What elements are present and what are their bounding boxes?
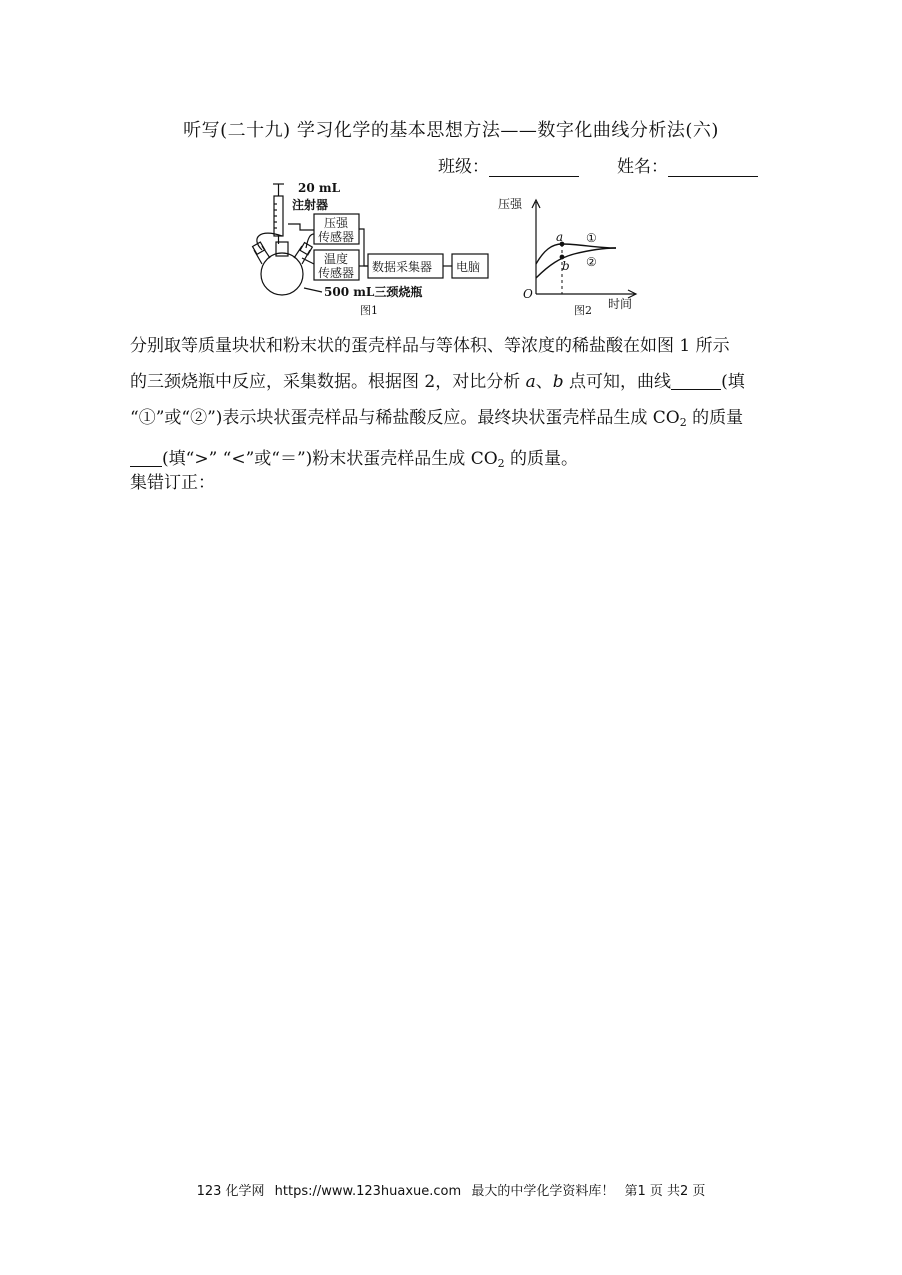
origin-label: O (523, 287, 533, 301)
q3-text-b: 的质量 (686, 408, 744, 428)
page-footer (0, 1180, 902, 1199)
figures (240, 178, 660, 326)
curve-2 (536, 248, 616, 278)
class-label: 班级： (438, 157, 489, 177)
curve-1-label: ① (586, 231, 597, 245)
question-paragraph (130, 328, 772, 482)
q4-text-a: (填“>” “<”或“＝”)粉末状蛋壳样品生成 CO (162, 449, 498, 469)
syringe-label-1: 20 mL (298, 181, 341, 195)
q2-sep: 、 (535, 372, 553, 392)
pressure-sensor-label-2: 传感器 (318, 230, 355, 244)
var-a: a (525, 372, 536, 392)
figure-svg (240, 178, 660, 326)
q2-text-c: (填 (721, 372, 745, 392)
q3-sub: 2 (679, 416, 687, 429)
footer-url[interactable]: https://www.123huaxue.com (274, 1184, 462, 1199)
figure1-labels (292, 181, 480, 317)
q4-sub: 2 (497, 457, 505, 470)
figure1 (253, 184, 488, 295)
y-axis-label: 压强 (498, 197, 523, 211)
x-axis-label: 时间 (608, 297, 633, 311)
figure1-caption: 图1 (360, 304, 378, 317)
answer-blank-curve[interactable] (671, 369, 721, 390)
student-info-row (438, 152, 758, 177)
point-b-label: b (562, 259, 570, 273)
footer-slogan: 最大的中学化学资料库！ (471, 1184, 615, 1199)
footer-site: 123 化学网 (196, 1184, 265, 1199)
answer-blank-compare[interactable] (130, 446, 162, 467)
flask-label-leader (304, 288, 322, 292)
curve-2-label: ② (586, 255, 597, 269)
figure2-caption: 图2 (574, 304, 592, 317)
temp-sensor-label-1: 温度 (324, 252, 349, 266)
figure2 (532, 200, 636, 298)
collector-label: 数据采集器 (372, 260, 433, 274)
q2-text-a: 的三颈烧瓶中反应，采集数据。根据图 2，对比分析 (130, 372, 526, 392)
var-b: b (552, 372, 564, 392)
question-line-2 (130, 364, 772, 400)
question-line-3 (130, 400, 772, 441)
q2-text-b: 点可知，曲线 (563, 372, 672, 392)
q4-text-b: 的质量。 (504, 449, 579, 469)
syringe-wire (288, 224, 314, 230)
question-line-1: 分别取等质量块状和粉末状的蛋壳样品与等体积、等浓度的稀盐酸在如图 1 所示 (130, 336, 730, 356)
flask-label: 500 mL三颈烧瓶 (324, 285, 423, 299)
syringe-label-2: 注射器 (292, 198, 329, 212)
pressure-sensor-label-1: 压强 (324, 216, 349, 230)
computer-label: 电脑 (456, 260, 481, 274)
q3-text-a: “①”或“②”)表示块状蛋壳样品与稀盐酸反应。最终块状蛋壳样品生成 CO (130, 408, 680, 428)
footer-page: 第1 页 共2 页 (624, 1184, 706, 1199)
question-line-4 (130, 441, 772, 482)
page-title: 听写(二十九) 学习化学的基本思想方法——数字化曲线分析法(六) (183, 120, 719, 141)
name-label: 姓名： (617, 157, 668, 177)
temp-sensor-label-2: 传感器 (318, 266, 355, 280)
point-a-label: a (556, 230, 564, 244)
correction-label: 集错订正： (130, 473, 215, 493)
pressure-collector-wire (359, 229, 368, 266)
name-blank[interactable] (668, 158, 758, 177)
class-blank[interactable] (489, 158, 579, 177)
